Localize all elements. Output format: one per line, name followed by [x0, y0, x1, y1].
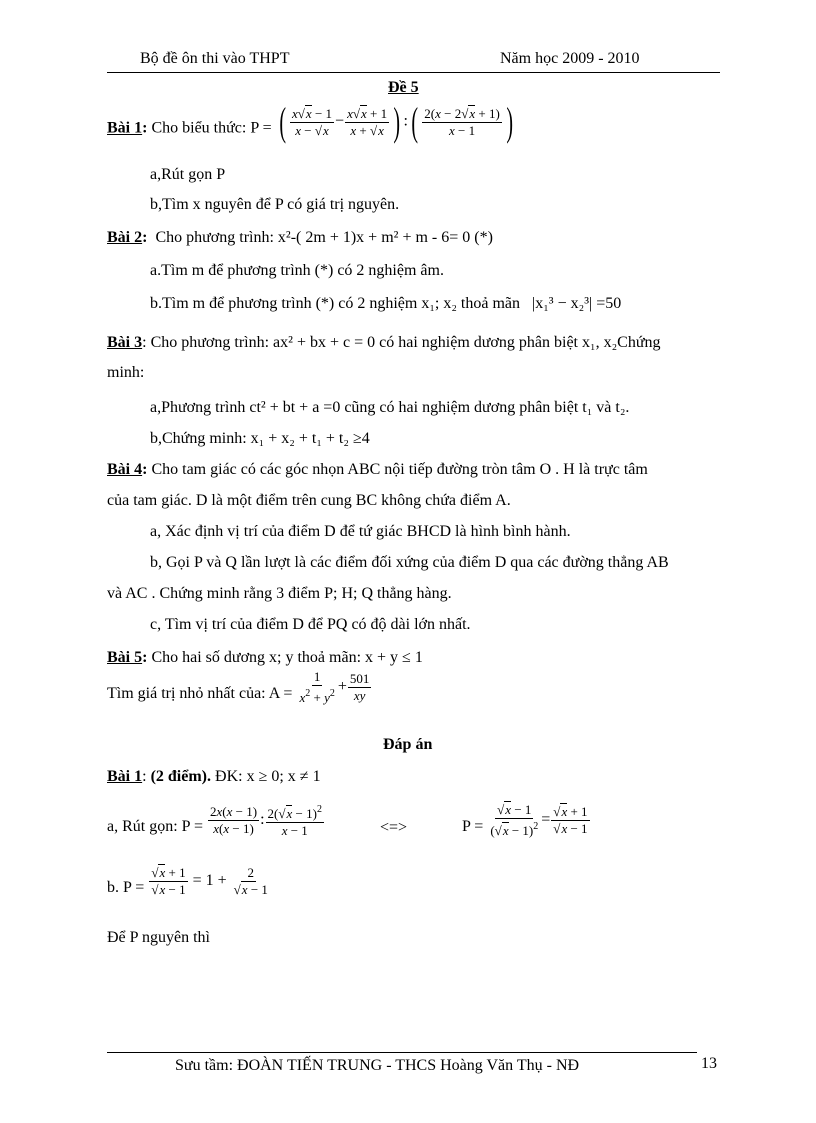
- bai1-intro: Cho biểu thức: P =: [151, 119, 272, 137]
- bai3-a: a,Phương trình ct² + bt + a =0 cũng có hai nghiệm dương phân biệt t₁ và t₂.: [150, 399, 630, 416]
- answer-a-line: [107, 804, 325, 839]
- bai4-text2: của tam giác. D là một điểm trên cung BC không chứa điểm A.: [107, 492, 511, 509]
- answer-bai1-line: Bài 1: (2 điểm). ĐK: x ≥ 0; x ≠ 1: [107, 768, 321, 785]
- bai1-b: b,Tìm x nguyên để P có giá trị nguyên.: [150, 196, 400, 213]
- bai1-formula: ( $\frac{x√x - 1}{x - √x}$ − $\frac{x√x + 1}{x + √x}$ ) :( $\frac{2(x - 2√x + 1)}{x - 1}$ ): [279, 99, 513, 144]
- page-number: 13: [701, 1055, 717, 1072]
- answer-title: Đáp án: [383, 736, 433, 753]
- bai5-label: Bài 5: [107, 649, 143, 666]
- bai3-line: Bài 3: Cho phương trình: ax² + bx + c = 0 có hai nghiệm dương phân biệt x₁, x₂Chứng: [107, 334, 661, 351]
- answer-equiv: <=>: [380, 819, 408, 836]
- answer-bai1-points: (2 điểm).: [150, 768, 212, 785]
- bai5-text: Cho hai số dương x; y thoả mãn: x + y ≤ 1: [151, 649, 423, 666]
- answer-a-expr: $\frac{2x(x - 1)}{x(x - 1)}$ : $\frac{2(√x - 1)^2}{x - 1}$: [210, 804, 322, 838]
- answer-dk: x ≥ 0; x ≠ 1: [246, 768, 321, 785]
- bai2-b-cond: |x₁³ − x₂³| =50: [532, 295, 622, 312]
- bai4-a: a, Xác định vị trí của điểm D để tứ giác BHCD là hình bình hành.: [150, 523, 571, 540]
- answer-dk-label: ĐK:: [215, 768, 243, 785]
- bai3-text1: Cho phương trình: ax² + bx + c = 0 có hai nghiệm dương phân biệt x₁, x₂Chứng: [150, 334, 661, 351]
- bai4-c: c, Tìm vị trí của điểm D để PQ có độ dài lớn nhất.: [150, 616, 471, 633]
- bai2-line: Bài 2: Cho phương trình: x²-( 2m + 1)x + m² + m - 6= 0 (*): [107, 229, 493, 246]
- bai4-text1: Cho tam giác có các góc nhọn ABC nội tiếp đường tròn tâm O . H là trực tâm: [151, 461, 648, 478]
- bai1-label: Bài 1: [107, 119, 143, 137]
- answer-a-result: P = $\frac{√x - 1}{(√x - 1)^2}$ = $\frac{√x + 1}{√x - 1}$: [462, 802, 588, 838]
- bai4-b2: và AC . Chứng minh rằng 3 điểm P; H; Q thẳng hàng.: [107, 585, 452, 602]
- bai2-b: [150, 294, 621, 314]
- answer-b-label: b. P =: [107, 879, 145, 896]
- bai5-line: Bài 5: Cho hai số dương x; y thoả mãn: x + y ≤ 1: [107, 649, 423, 666]
- bai2-label: Bài 2: [107, 229, 143, 246]
- bai5-find: Tìm giá trị nhỏ nhất của: A =: [107, 685, 293, 703]
- answer-b-expr: $\frac{√x + 1}{√x - 1}$ = 1 + $\frac{2}{√x - 1}$: [151, 864, 268, 897]
- bai3-b: b,Chứng minh: x₁ + x₂ + t₁ + t₂ ≥4: [150, 430, 370, 447]
- exam-title: Đề 5: [388, 79, 419, 96]
- footer-text: Sưu tầm: ĐOÀN TIẾN TRUNG - THCS Hoàng Văn Thụ - NĐ: [175, 1057, 580, 1074]
- header-left: Bộ đề ôn thi vào THPT: [140, 50, 290, 67]
- bai4-line: Bài 4: Cho tam giác có các góc nhọn ABC nội tiếp đường tròn tâm O . H là trực tâm: [107, 461, 648, 478]
- header-right: Năm học 2009 - 2010: [500, 50, 640, 67]
- bai2-text: Cho phương trình: x²-( 2m + 1)x + m² + m - 6= 0 (*): [155, 229, 493, 246]
- footer-rule: [107, 1052, 697, 1053]
- bai3-label: Bài 3: [107, 334, 143, 351]
- header-rule: [107, 72, 720, 73]
- bai2-b-text: b.Tìm m để phương trình (*) có 2 nghiệm x₁; x₂ thoả mãn: [150, 295, 521, 312]
- bai1-line: Bài 1: Cho biểu thức: P = ( $\frac{x√x - 1}{x - √x}$ − $\frac{x√x + 1}{x + √x}$ ) :( $\frac{2(x - 2√x + 1)}{x - 1}$ ): [107, 116, 516, 142]
- answer-a-label: a, Rút gọn: P =: [107, 818, 203, 836]
- answer-last: Để P nguyên thì: [107, 929, 210, 946]
- bai2-a: a.Tìm m để phương trình (*) có 2 nghiệm âm.: [150, 262, 444, 279]
- answer-bai1-label: Bài 1: [107, 768, 143, 785]
- bai5-find-line: [107, 669, 372, 706]
- bai3-text2: minh:: [107, 364, 145, 381]
- bai4-label: Bài 4: [107, 461, 143, 478]
- bai5-formula: $\frac{1}{x^2 + y^2}$ + $\frac{501}{xy}$: [299, 669, 370, 705]
- bai1-a: a,Rút gọn P: [150, 166, 226, 183]
- bai4-b1: b, Gọi P và Q lần lượt là các điểm đối xứng của điểm D qua các đường thẳng AB: [150, 554, 669, 571]
- answer-b-line: [107, 864, 271, 898]
